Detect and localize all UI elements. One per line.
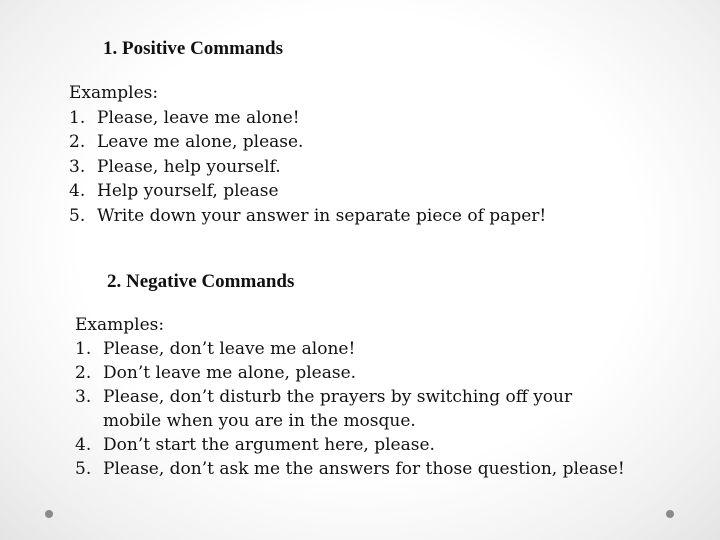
item-text: Please, help yourself.	[97, 156, 281, 177]
list-item	[75, 457, 625, 481]
item-number: 5.	[69, 205, 86, 226]
decorative-dot-left	[45, 510, 53, 518]
item-text: Please, leave me alone!	[97, 107, 300, 128]
list-item	[69, 130, 546, 155]
item-text: Don’t start the argument here, please.	[103, 435, 435, 455]
item-number: 4.	[75, 435, 92, 455]
decorative-dot-right	[666, 510, 674, 518]
item-number: 2.	[69, 132, 86, 153]
list-item	[75, 361, 625, 385]
positive-examples-block	[69, 81, 546, 229]
item-number: 1.	[69, 107, 86, 128]
list-item	[75, 385, 623, 433]
item-text: Help yourself, please	[97, 181, 279, 202]
item-number: 1.	[75, 339, 92, 359]
negative-examples-list	[75, 337, 625, 481]
item-text: Please, don’t disturb the prayers by switching off your mobile when you are in the mosque.	[103, 387, 573, 431]
item-text: Write down your answer in separate piece of paper!	[97, 205, 547, 226]
list-item	[69, 179, 546, 204]
item-number: 3.	[75, 387, 92, 407]
positive-examples-list	[69, 106, 546, 229]
item-number: 2.	[75, 363, 92, 383]
item-number: 3.	[69, 156, 86, 177]
negative-commands-heading: 2. Negative Commands	[107, 271, 295, 292]
item-text: Please, don’t ask me the answers for those question, please!	[103, 459, 625, 479]
negative-examples-block	[75, 313, 625, 481]
positive-commands-heading: 1. Positive Commands	[103, 38, 283, 59]
item-text: Please, don’t leave me alone!	[103, 339, 356, 359]
list-item	[75, 337, 625, 361]
item-text: Don’t leave me alone, please.	[103, 363, 357, 383]
list-item	[69, 204, 546, 229]
item-text: Leave me alone, please.	[97, 132, 304, 153]
list-item	[69, 155, 546, 180]
item-number: 4.	[69, 181, 86, 202]
positive-examples-label: Examples:	[69, 83, 159, 103]
item-number: 5.	[75, 459, 92, 479]
list-item	[69, 106, 546, 131]
list-item	[75, 433, 625, 457]
negative-examples-label: Examples:	[75, 315, 165, 335]
